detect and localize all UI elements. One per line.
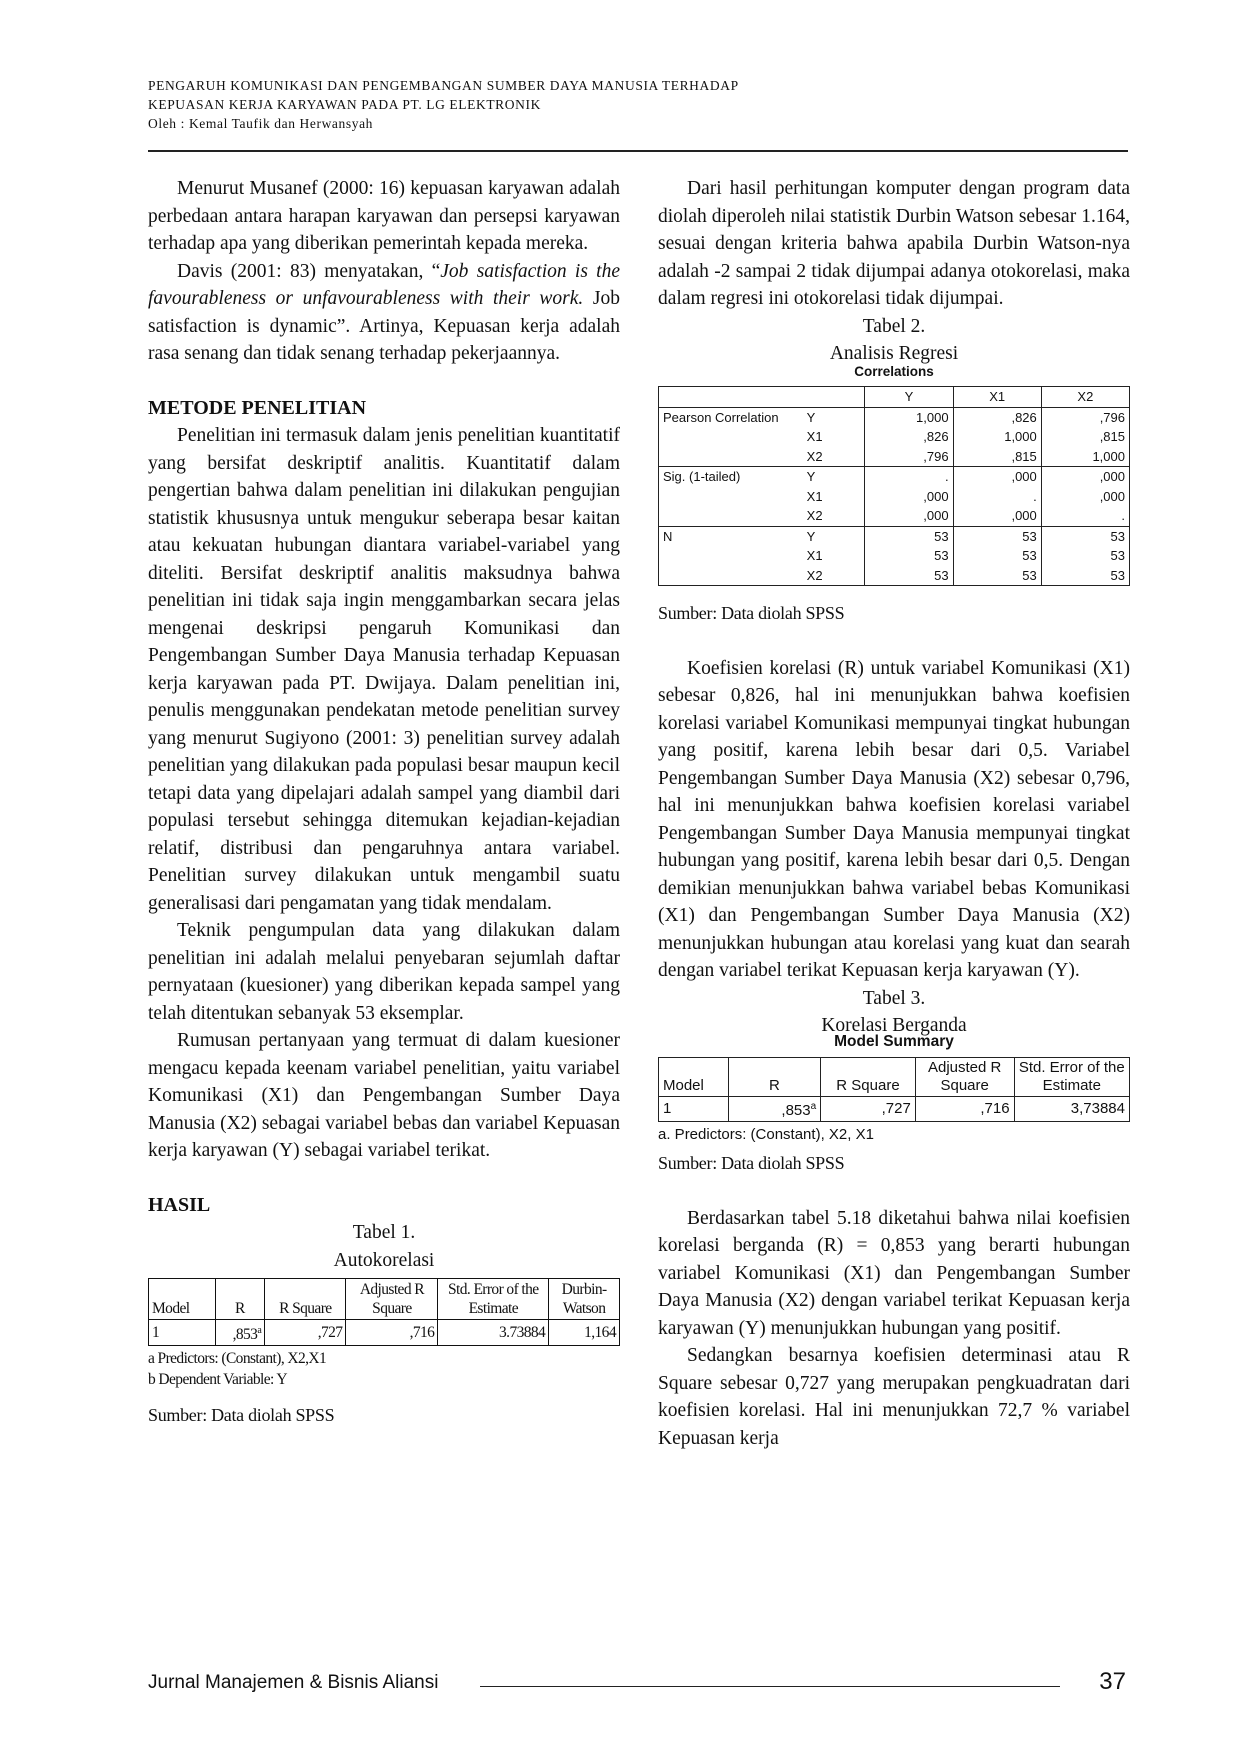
table-cell: ,815 <box>953 447 1041 467</box>
table1-caption-number: Tabel 1. <box>352 1222 416 1243</box>
table-row <box>659 487 1130 507</box>
row-group-label <box>659 546 803 566</box>
row-group-label <box>659 487 803 507</box>
table3-source: Sumber: Data diolah SPSS <box>658 1153 845 1173</box>
table-cell: 1,000 <box>865 407 953 427</box>
table-row <box>659 566 1130 586</box>
table-cell: ,826 <box>953 407 1041 427</box>
table-row <box>659 546 1130 566</box>
table-row <box>659 427 1130 447</box>
table-cell: 53 <box>865 566 953 586</box>
table-row <box>659 407 1130 427</box>
row-variable-label: X1 <box>806 488 823 504</box>
table-row <box>659 467 1130 487</box>
table-cell: 53 <box>1041 566 1129 586</box>
table-cell: ,716 <box>915 1097 1014 1122</box>
paragraph-rumusan: Rumusan pertanyaan yang termuat di dalam kuesioner mengacu kepada keenam variabel penelitian, yaitu variabel Komunikasi (X1) dan Pengembangan Sumber Daya Manusia (X2) sebagai variabel bebas dan variabel Kepuasan kerja karyawan (Y) sebagai variabel terikat. <box>148 1030 620 1161</box>
table-cell: ,000 <box>1041 487 1129 507</box>
table-cell: 53 <box>953 566 1041 586</box>
row-variable-label: X2 <box>806 448 823 464</box>
table-cell: . <box>1041 506 1129 526</box>
table-header-row <box>149 1279 620 1320</box>
right-column <box>658 175 1130 1452</box>
table-header-cell: Std. Error of the Estimate <box>1014 1058 1129 1097</box>
row-group-label: Sig. (1-tailed) <box>659 467 803 487</box>
table1-footnote-a: a Predictors: (Constant), X2,X1 <box>148 1350 327 1368</box>
journal-name: Jurnal Manajemen & Bisnis Aliansi <box>148 1672 439 1693</box>
row-variable-label: X1 <box>806 548 823 563</box>
table3-caption-title: Korelasi Berganda <box>821 1015 967 1036</box>
page-footer <box>148 1670 1128 1700</box>
paragraph-koefisien-korelasi: Koefisien korelasi (R) untuk variabel Komunikasi (X1) sebesar 0,826, hal ini menunjukkan bahwa koefisien korelasi variabel Komunikasi mempunyai tingkat hubungan yang positif, karena lebih besar dari 0,5. Variabel Pengembangan Sumber Daya Manusia (X2) sebesar 0,796, hal ini menunjukkan bahwa koefisien korelasi variabel Pengembangan Sumber Daya Manusia mempunyai tingkat hubungan yang positif, karena lebih besar dari 0,5. Dengan demikian menunjukkan bahwa variabel bebas Komunikasi (X1) dan Pengembangan Sumber Daya Manusia (X2) menunjukkan hubungan atau korelasi yang kuat dan searah dengan variabel terikat Kepuasan kerja karyawan (Y). <box>658 657 1130 981</box>
table-model-summary <box>658 1057 1130 1122</box>
table-cell: 53 <box>865 526 953 546</box>
correlations-title: Correlations <box>854 364 934 379</box>
paragraph-korelasi-berganda: Berdasarkan tabel 5.18 diketahui bahwa nilai koefisien korelasi berganda (R) = 0,853 yang berarti hubungan variabel Komunikasi (X1) dan Pengembangan Sumber Daya Manusia (X2) dengan variabel terikat Kepuasan kerja karyawan (Y) menunjukkan hubungan yang positif. <box>658 1207 1130 1339</box>
table-header-cell: Adjusted R Square <box>346 1279 438 1320</box>
running-header-authors: Oleh : Kemal Taufik dan Herwansyah <box>148 116 374 131</box>
table-cell: ,727 <box>821 1097 916 1122</box>
model-summary-footnote <box>658 1124 1130 1146</box>
row-group-label: Pearson Correlation <box>659 407 803 427</box>
table-cell: 3.73884 <box>438 1320 549 1346</box>
table-header-cell: Model <box>149 1279 216 1320</box>
table-row <box>659 1097 1130 1122</box>
table-cell: 53 <box>953 526 1041 546</box>
left-column <box>148 175 620 1430</box>
table-cell: ,716 <box>346 1320 438 1346</box>
heading-metode-penelitian: METODE PENELITIAN <box>148 396 367 419</box>
running-header-line2: KEPUASAN KERJA KARYAWAN PADA PT. LG ELEKTRONIK <box>148 97 541 112</box>
paragraph-durbin-watson: Dari hasil perhitungan komputer dengan program data diolah diperoleh nilai statistik Durbin Watson sebesar 1.164, sesuai dengan kriteria bahwa apabila Durbin Watson-nya adalah -2 sampai 2 tidak dijumpai adanya otokorelasi, maka dalam regresi ini otokorelasi tidak dijumpai. <box>658 178 1130 309</box>
paragraph-davis <box>148 258 620 368</box>
row-group-label <box>659 427 803 447</box>
table-header-cell: R <box>215 1279 265 1320</box>
paragraph-metode: Penelitian ini termasuk dalam jenis penelitian kuantitatif yang bersifat deskriptif analitis. Kuantitatif dalam pengertian bahwa dalam penelitian ini dilakukan pengujian statistik khususnya untuk mengukur seberapa besar kaitan atau kekuatan hubungan diantara variabel-variabel yang diteliti. Bersifat deskriptif analitis maksudnya bahwa penelitian ini tidak saja ingin menggambarkan secara jelas mengenai deskripsi pengaruh Komunikasi dan Pengembangan Sumber Daya Manusia terhadap Kepuasan kerja karyawan pada PT. Dwijaya. Dalam penelitian ini, penulis menggunakan pendekatan metode penelitian survey yang menurut Sugiyono (2001: 3) penelitian survey adalah penelitian yang dilakukan pada populasi besar maupun kecil tetapi data yang dipelajari adalah sampel yang diambil dari populasi tersebut sehingga ditemukan kejadian-kejadian relatif, distribusi dan pengaruhnya antara variabel. Penelitian survey dilakukan untuk mengambil suatu generalisasi dari pengamatan yang tidak mendalam. <box>148 425 620 914</box>
footnote-marker: a <box>257 1325 262 1336</box>
table-header-cell: Durbin-Watson <box>549 1279 620 1320</box>
table-cell: 1,164 <box>549 1320 620 1346</box>
davis-quote: Job satisfaction is the favourableness or unfavourableness with their work. <box>148 260 621 309</box>
running-header <box>148 76 1128 133</box>
table-cell: ,727 <box>265 1320 346 1346</box>
table2-caption-number: Tabel 2. <box>862 315 926 337</box>
row-group-label <box>659 447 803 467</box>
table-cell: ,815 <box>1041 427 1129 447</box>
r-value: ,853 <box>232 1326 258 1344</box>
table2-caption-title: Analisis Regresi <box>829 343 959 364</box>
table-header-cell: R Square <box>265 1279 346 1320</box>
table-header-cell: R <box>728 1058 821 1097</box>
table-row <box>659 506 1130 526</box>
table3-caption-number: Tabel 3. <box>862 987 926 1009</box>
table-header-row <box>659 1058 1130 1097</box>
footnote-marker: a <box>810 1101 817 1112</box>
row-group-label: N <box>659 526 803 546</box>
table-cell: ,826 <box>865 427 953 447</box>
row-variable-label: X1 <box>806 429 823 444</box>
table-cell: ,000 <box>865 487 953 507</box>
table-cell: 1,000 <box>953 427 1041 447</box>
table-cell: ,000 <box>953 467 1041 487</box>
table-cell: ,000 <box>953 506 1041 526</box>
row-variable-label: Y <box>803 407 865 427</box>
table-cell <box>728 1097 821 1122</box>
table-cell: ,000 <box>1041 467 1129 487</box>
footnote-text: Predictors: (Constant), X2, X1 <box>670 1126 874 1143</box>
running-header-line1: PENGARUH KOMUNIKASI DAN PENGEMBANGAN SUMBER DAYA MANUSIA TERHADAP <box>148 78 739 93</box>
table-cell: 1 <box>149 1320 216 1346</box>
table1-footnote-b: b Dependent Variable: Y <box>148 1371 287 1389</box>
row-variable-label: Y <box>803 467 865 487</box>
footnote-marker: a. <box>658 1126 671 1143</box>
table-header-cell: Std. Error of the Estimate <box>438 1279 549 1320</box>
table-cell: 53 <box>1041 526 1129 546</box>
heading-hasil: HASIL <box>148 1193 211 1216</box>
r-value: ,853 <box>781 1102 811 1119</box>
table-row <box>149 1320 620 1346</box>
table-header-cell: Model <box>659 1058 729 1097</box>
table-cell: 53 <box>953 546 1041 566</box>
paragraph-musanef: Menurut Musanef (2000: 16) kepuasan karyawan adalah perbedaan antara harapan karyawan dan persepsi karyawan terhadap apa yang diberikan pemerintah kepada mereka. <box>148 178 620 254</box>
table2-source: Sumber: Data diolah SPSS <box>658 603 845 623</box>
table-row <box>659 526 1130 546</box>
table-cell: . <box>953 487 1041 507</box>
table-cell: 1 <box>659 1097 729 1122</box>
footer-rule <box>480 1686 1060 1687</box>
paragraph-determinasi: Sedangkan besarnya koefisien determinasi atau R Square sebesar 0,727 yang merupakan pengkuadratan dari koefisien korelasi. Hal ini menunjukkan 72,7 % variabel Kepuasan kerja <box>658 1345 1130 1449</box>
table-header-cell: X2 <box>1041 387 1129 408</box>
table1-source: Sumber: Data diolah SPSS <box>148 1405 335 1426</box>
table-row <box>659 447 1130 467</box>
table-header-cell: Adjusted R Square <box>915 1058 1014 1097</box>
table-header-cell: X1 <box>953 387 1041 408</box>
paragraph-teknik: Teknik pengumpulan data yang dilakukan dalam penelitian ini adalah melalui penyebaran sejumlah daftar pernyataan (kuesioner) yang diberikan kepada sampel yang telah ditentukan sebanyak 53 eksemplar. <box>148 920 620 1024</box>
page-number: 37 <box>1099 1668 1126 1695</box>
table-cell: . <box>865 467 953 487</box>
table-autokorelasi <box>148 1278 620 1346</box>
table-cell: ,796 <box>1041 407 1129 427</box>
table1-caption-title: Autokorelasi <box>333 1249 435 1271</box>
table-cell: 53 <box>1041 546 1129 566</box>
row-variable-label: X2 <box>806 567 823 583</box>
table-cell <box>215 1320 265 1346</box>
row-group-label <box>659 506 803 526</box>
table1-footnotes <box>148 1348 620 1390</box>
davis-intro: Davis (2001: 83) menyatakan, “ <box>177 260 441 282</box>
table-header-cell: Y <box>865 387 953 408</box>
table-correlations <box>658 386 1130 586</box>
row-group-label <box>659 566 803 586</box>
davis-rest: Job satisfaction is dynamic”. Artinya, Kepuasan kerja adalah rasa senang dan tidak senang terhadap pekerjaannya. <box>148 288 620 364</box>
table-header-cell: R Square <box>821 1058 916 1097</box>
row-variable-label: X2 <box>806 508 823 523</box>
row-variable-label: Y <box>803 526 865 546</box>
table-cell: ,000 <box>865 506 953 526</box>
model-summary-title: Model Summary <box>834 1033 954 1050</box>
table-header-row <box>659 387 1130 408</box>
table-cell: 3,73884 <box>1014 1097 1129 1122</box>
header-rule <box>148 150 1128 152</box>
table-cell: 53 <box>865 546 953 566</box>
table-cell: ,796 <box>865 447 953 467</box>
table-cell: 1,000 <box>1041 447 1129 467</box>
